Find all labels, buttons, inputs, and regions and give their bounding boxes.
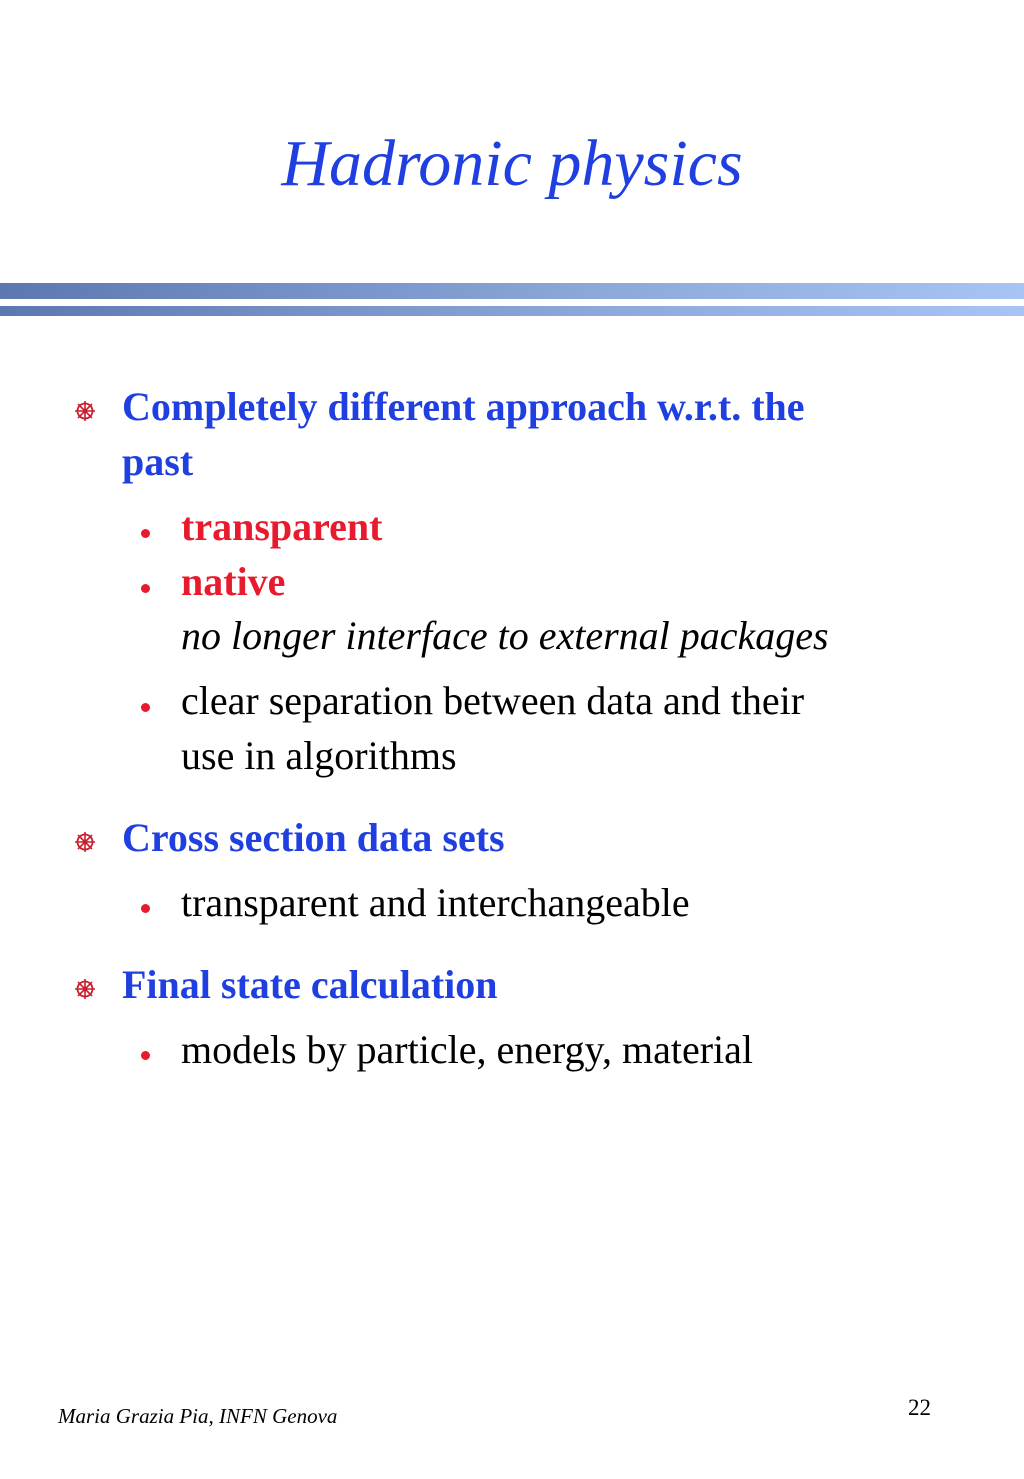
sub-bullet-transparent: transparent — [181, 504, 383, 549]
bullet-2: Cross section data sets — [122, 815, 505, 860]
sub-bullet-native: native — [181, 559, 286, 604]
bullet-1-line-2: past — [122, 439, 194, 484]
dot-bullet-icon — [141, 529, 150, 538]
bullet-1-line-1: Completely different approach w.r.t. the — [122, 384, 805, 429]
title-rule-top — [0, 283, 1024, 299]
sub-bullet-separation-line-2: use in algorithms — [181, 733, 457, 778]
dot-bullet-icon — [141, 584, 150, 593]
wheel-bullet-icon — [74, 831, 96, 853]
dot-bullet-icon — [141, 703, 150, 712]
sub-bullet-native-note: no longer interface to external packages — [181, 613, 829, 658]
sub-bullet-interchangeable: transparent and interchangeable — [181, 880, 690, 925]
wheel-bullet-icon — [74, 978, 96, 1000]
dot-bullet-icon — [141, 1051, 150, 1060]
dot-bullet-icon — [141, 904, 150, 913]
slide-title: Hadronic physics — [281, 127, 743, 200]
footer-author: Maria Grazia Pia, INFN Genova — [58, 1404, 338, 1428]
page-number: 22 — [908, 1395, 931, 1420]
title-rule-bottom — [0, 306, 1024, 316]
sub-bullet-separation-line-1: clear separation between data and their — [181, 678, 805, 723]
bullet-3: Final state calculation — [122, 962, 498, 1007]
wheel-bullet-icon — [74, 400, 96, 422]
sub-bullet-models: models by particle, energy, material — [181, 1027, 754, 1072]
